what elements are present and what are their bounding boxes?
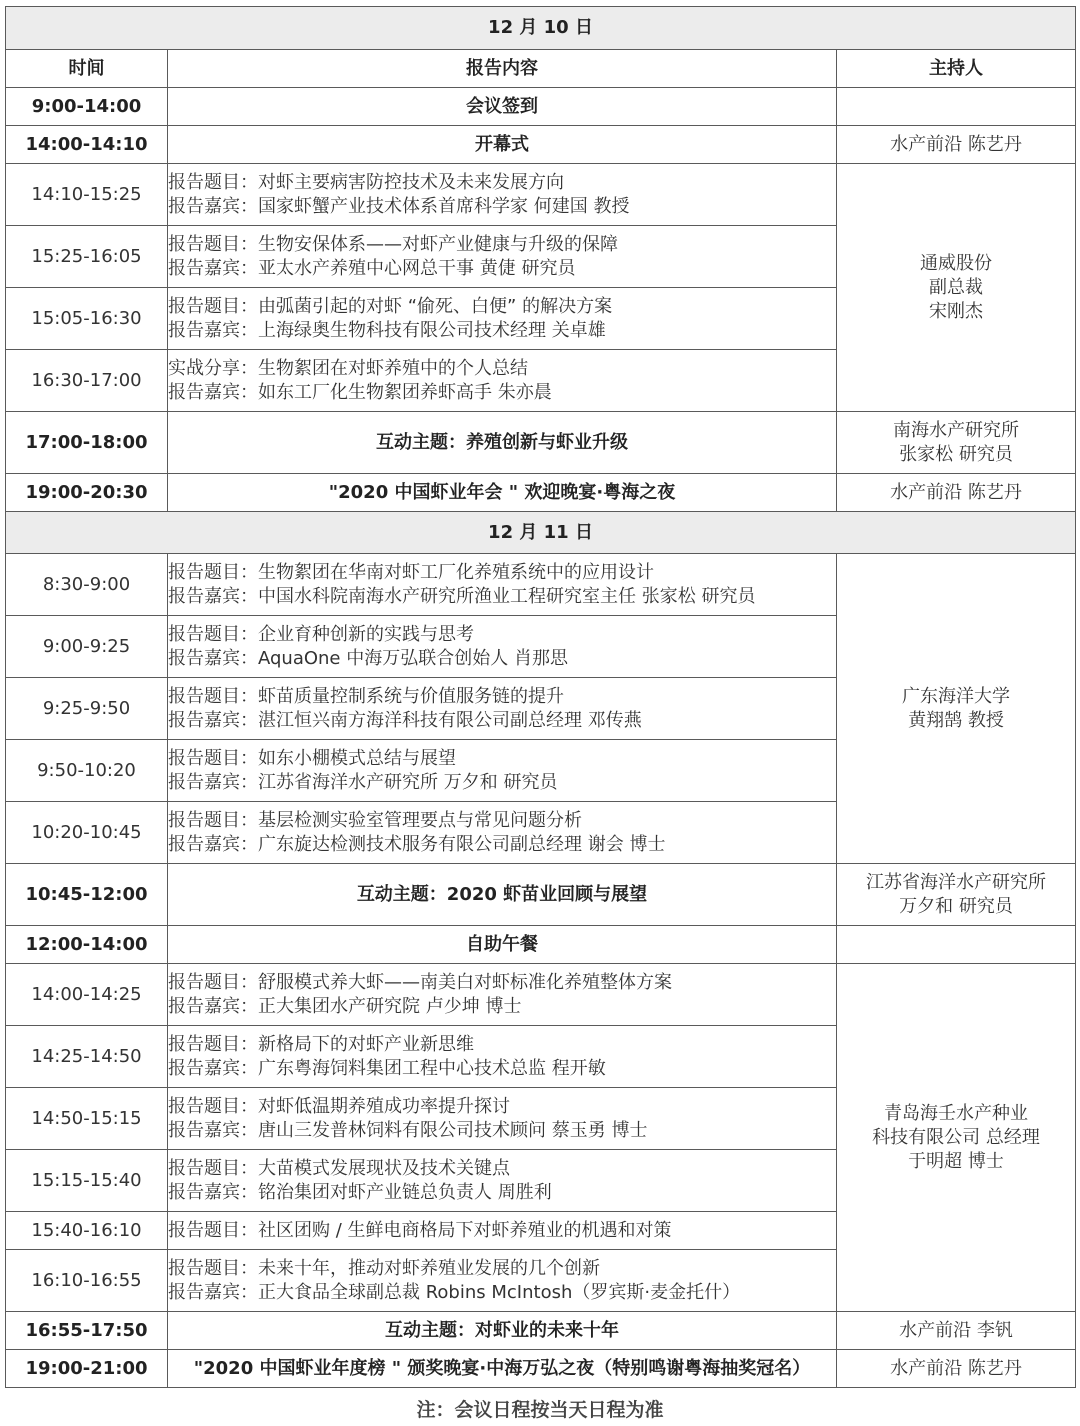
content-cell [168, 1150, 837, 1212]
time-cell: 17:00-18:00 [6, 412, 168, 474]
content-cell: 会议签到 [168, 88, 837, 126]
time-cell: 19:00-20:30 [6, 474, 168, 512]
table-row [6, 864, 1076, 926]
table-row [6, 164, 1076, 226]
report-topic: 报告题目：生物絮团在华南对虾工厂化养殖系统中的应用设计 [168, 561, 654, 583]
time-cell: 16:55-17:50 [6, 1312, 168, 1350]
table-row [6, 1350, 1076, 1388]
content-cell [168, 226, 837, 288]
content-cell [168, 616, 837, 678]
host-line: 通威股份 [920, 252, 992, 274]
host-cell: 水产前沿 陈艺丹 [837, 126, 1076, 164]
host-line: 青岛海壬水产种业 [884, 1102, 1028, 1124]
content-cell: "2020 中国虾业年度榜 " 颁奖晚宴·中海万弘之夜（特别鸣谢粤海抽奖冠名） [168, 1350, 837, 1388]
time-cell: 19:00-21:00 [6, 1350, 168, 1388]
table-row [6, 1312, 1076, 1350]
host-line: 宋刚杰 [929, 300, 983, 322]
report-speaker: 报告嘉宾：湛江恒兴南方海洋科技有限公司副总经理 邓传燕 [168, 709, 642, 731]
host-line: 张家松 研究员 [899, 443, 1013, 465]
host-cell [837, 864, 1076, 926]
report-speaker: 报告嘉宾：中国水科院南海水产研究所渔业工程研究室主任 张家松 研究员 [168, 585, 756, 607]
date-row [6, 512, 1076, 554]
time-cell: 16:10-16:55 [6, 1250, 168, 1312]
host-cell: 水产前沿 陈艺丹 [837, 1350, 1076, 1388]
host-cell: 水产前沿 陈艺丹 [837, 474, 1076, 512]
column-header-time: 时间 [6, 50, 168, 88]
time-cell: 14:00-14:10 [6, 126, 168, 164]
content-cell [168, 1088, 837, 1150]
report-topic: 报告题目：对虾主要病害防控技术及未来发展方向 [168, 171, 564, 193]
table-row [6, 412, 1076, 474]
table-row [6, 554, 1076, 616]
time-cell: 8:30-9:00 [6, 554, 168, 616]
time-cell: 9:25-9:50 [6, 678, 168, 740]
report-topic: 报告题目：舒服模式养大虾——南美白对虾标准化养殖整体方案 [168, 971, 672, 993]
content-cell [168, 678, 837, 740]
column-header-host: 主持人 [837, 50, 1076, 88]
date-heading: 12 月 11 日 [6, 512, 1076, 554]
table-row [6, 926, 1076, 964]
content-cell: 互动主题：2020 虾苗业回顾与展望 [168, 864, 837, 926]
schedule-table [5, 6, 1076, 1388]
report-topic: 报告题目：大苗模式发展现状及技术关键点 [168, 1157, 510, 1179]
host-line: 黄翔鹄 教授 [908, 709, 1004, 731]
time-cell: 15:05-16:30 [6, 288, 168, 350]
host-line: 广东海洋大学 [902, 685, 1010, 707]
content-cell [168, 1026, 837, 1088]
report-topic: 报告题目：企业育种创新的实践与思考 [168, 623, 474, 645]
time-cell: 14:50-15:15 [6, 1088, 168, 1150]
time-cell: 10:20-10:45 [6, 802, 168, 864]
host-cell: 水产前沿 李钒 [837, 1312, 1076, 1350]
date-heading: 12 月 10 日 [6, 7, 1076, 50]
report-speaker: 报告嘉宾：如东工厂化生物絮团养虾高手 朱亦晨 [168, 381, 552, 403]
content-cell [168, 802, 837, 864]
content-cell [168, 164, 837, 226]
time-cell: 14:25-14:50 [6, 1026, 168, 1088]
host-line: 江苏省海洋水产研究所 [866, 871, 1046, 893]
content-cell [168, 554, 837, 616]
report-topic: 实战分享：生物絮团在对虾养殖中的个人总结 [168, 357, 528, 379]
host-cell [837, 964, 1076, 1312]
host-cell [837, 554, 1076, 864]
report-topic: 报告题目：虾苗质量控制系统与价值服务链的提升 [168, 685, 564, 707]
report-topic: 报告题目：未来十年，推动对虾养殖业发展的几个创新 [168, 1257, 600, 1279]
time-cell: 15:40-16:10 [6, 1212, 168, 1250]
report-topic: 报告题目：基层检测实验室管理要点与常见问题分析 [168, 809, 582, 831]
date-row [6, 7, 1076, 50]
report-speaker: 报告嘉宾：国家虾蟹产业技术体系首席科学家 何建国 教授 [168, 195, 630, 217]
content-cell [168, 1250, 837, 1312]
host-line: 于明超 博士 [908, 1150, 1004, 1172]
report-speaker: 报告嘉宾：广东旋达检测技术服务有限公司副总经理 谢会 博士 [168, 833, 666, 855]
time-cell: 16:30-17:00 [6, 350, 168, 412]
content-cell: 互动主题：对虾业的未来十年 [168, 1312, 837, 1350]
report-topic: 报告题目：生物安保体系——对虾产业健康与升级的保障 [168, 233, 618, 255]
report-speaker: 报告嘉宾：正大集团水产研究院 卢少坤 博士 [168, 995, 522, 1017]
time-cell: 14:10-15:25 [6, 164, 168, 226]
report-speaker: 报告嘉宾：亚太水产养殖中心网总干事 黄倢 研究员 [168, 257, 576, 279]
time-cell: 15:25-16:05 [6, 226, 168, 288]
content-cell: 开幕式 [168, 126, 837, 164]
host-line: 万夕和 研究员 [899, 895, 1013, 917]
report-topic: 报告题目：对虾低温期养殖成功率提升探讨 [168, 1095, 510, 1117]
report-topic: 报告题目：新格局下的对虾产业新思维 [168, 1033, 474, 1055]
header-row [6, 50, 1076, 88]
report-speaker: 报告嘉宾：江苏省海洋水产研究所 万夕和 研究员 [168, 771, 558, 793]
time-cell: 10:45-12:00 [6, 864, 168, 926]
table-row [6, 126, 1076, 164]
content-cell: 互动主题：养殖创新与虾业升级 [168, 412, 837, 474]
host-cell [837, 88, 1076, 126]
time-cell: 15:15-15:40 [6, 1150, 168, 1212]
host-cell [837, 412, 1076, 474]
table-row [6, 88, 1076, 126]
report-speaker: 报告嘉宾：AquaOne 中海万弘联合创始人 肖那思 [168, 647, 568, 669]
report-topic: 报告题目：由弧菌引起的对虾 “偷死、白便” 的解决方案 [168, 295, 613, 317]
host-cell [837, 164, 1076, 412]
content-cell [168, 350, 837, 412]
host-line: 副总裁 [929, 276, 983, 298]
content-cell [168, 964, 837, 1026]
table-row [6, 964, 1076, 1026]
time-cell: 12:00-14:00 [6, 926, 168, 964]
host-line: 科技有限公司 总经理 [872, 1126, 1040, 1148]
report-speaker: 报告嘉宾：广东粤海饲料集团工程中心技术总监 程开敏 [168, 1057, 606, 1079]
time-cell: 9:00-9:25 [6, 616, 168, 678]
schedule-note: 注：会议日程按当天日程为准 [416, 1399, 664, 1421]
content-cell: 自助午餐 [168, 926, 837, 964]
time-cell: 9:50-10:20 [6, 740, 168, 802]
time-cell: 14:00-14:25 [6, 964, 168, 1026]
report-speaker: 报告嘉宾：唐山三发普林饲料有限公司技术顾问 蔡玉勇 博士 [168, 1119, 648, 1141]
column-header-content: 报告内容 [168, 50, 837, 88]
report-topic: 报告题目：如东小棚模式总结与展望 [168, 747, 456, 769]
report-speaker: 报告嘉宾：铭治集团对虾产业链总负责人 周胜利 [168, 1181, 552, 1203]
content-cell [168, 288, 837, 350]
time-cell: 9:00-14:00 [6, 88, 168, 126]
content-cell [168, 740, 837, 802]
report-speaker: 报告嘉宾：上海绿奥生物科技有限公司技术经理 关卓雄 [168, 319, 606, 341]
content-cell: "2020 中国虾业年会 " 欢迎晚宴·粤海之夜 [168, 474, 837, 512]
table-row [6, 474, 1076, 512]
report-speaker: 报告嘉宾：正大食品全球副总裁 Robins McIntosh（罗宾斯·麦金托什） [168, 1281, 741, 1303]
report-topic: 报告题目：社区团购 / 生鲜电商格局下对虾养殖业的机遇和对策 [168, 1219, 672, 1241]
content-cell [168, 1212, 837, 1250]
host-cell [837, 926, 1076, 964]
host-line: 南海水产研究所 [893, 419, 1019, 441]
